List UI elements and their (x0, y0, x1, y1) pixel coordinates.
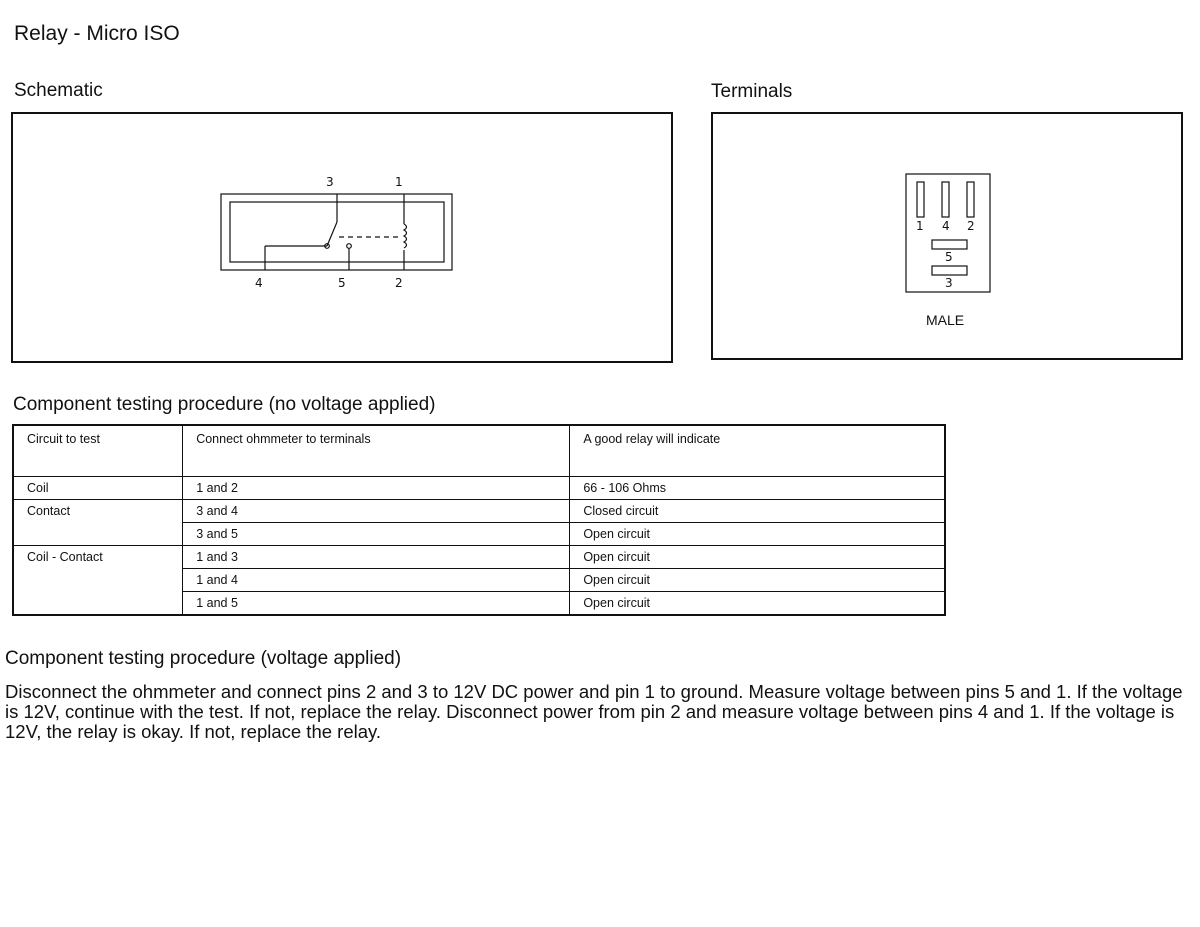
terminal-gender-caption: MALE (926, 312, 965, 328)
table-cell: 1 and 2 (183, 477, 570, 500)
schematic-pin-1-label: 1 (395, 175, 403, 189)
schematic-pin-2-label: 2 (395, 276, 403, 290)
table-cell: 1 and 3 (183, 546, 570, 569)
table-header-row (13, 425, 945, 477)
table-cell: Open circuit (570, 523, 945, 546)
connector-outline (906, 174, 990, 292)
table-cell: 1 and 4 (183, 569, 570, 592)
table-row (13, 477, 945, 500)
terminal-pin-2-label: 2 (967, 219, 975, 233)
terminal-blade-1 (917, 182, 924, 217)
schematic-pin-3-label: 3 (326, 175, 334, 189)
table-cell: Closed circuit (570, 500, 945, 523)
table-cell: Coil (13, 477, 183, 500)
schematic-heading: Schematic (14, 80, 103, 101)
no-voltage-test-table (12, 424, 946, 616)
table-cell: 3 and 5 (183, 523, 570, 546)
table-cell (13, 592, 183, 616)
column-header: A good relay will indicate (570, 425, 945, 477)
column-header: Circuit to test (13, 425, 183, 477)
terminal-blade-4 (942, 182, 949, 217)
table-row (13, 546, 945, 569)
terminal-blade-2 (967, 182, 974, 217)
table-cell: Open circuit (570, 546, 945, 569)
voltage-test-instructions: Disconnect the ohmmeter and connect pins 2 and 3 to 12V DC power and pin 1 to ground. Measure voltage between pins 5 and 1. If the voltage is 12V, continue with the test. If not, replace the relay. Disconnect power from pin 2 and measure voltage between pins 4 and 1. If the voltage is 12V, the relay is okay. If not, replace the relay. (5, 681, 1183, 742)
page-title: Relay - Micro ISO (14, 22, 180, 45)
terminal-pin-1-label: 1 (916, 219, 924, 233)
terminal-blade-3 (932, 266, 967, 275)
table-row (13, 500, 945, 523)
terminals-heading: Terminals (711, 81, 793, 102)
table-cell: Contact (13, 500, 183, 523)
table-cell (13, 523, 183, 546)
table-cell: Open circuit (570, 569, 945, 592)
table-cell: 1 and 5 (183, 592, 570, 616)
schematic-panel (11, 112, 673, 363)
table-cell: Open circuit (570, 592, 945, 616)
column-header: Connect ohmmeter to terminals (183, 425, 570, 477)
schematic-pin-4-label: 4 (255, 276, 263, 290)
terminal-pin-5-label: 5 (945, 250, 953, 264)
voltage-test-heading: Component testing procedure (voltage applied) (5, 648, 402, 669)
contact-5-point (347, 244, 352, 249)
no-voltage-test-heading: Component testing procedure (no voltage applied) (13, 394, 436, 415)
terminal-blade-5 (932, 240, 967, 249)
table-cell: 3 and 4 (183, 500, 570, 523)
table-row (13, 569, 945, 592)
schematic-pin-5-label: 5 (338, 276, 346, 290)
table-row (13, 592, 945, 616)
terminal-pin-3-label: 3 (945, 276, 953, 290)
terminal-pin-4-label: 4 (942, 219, 950, 233)
relay-schematic-diagram (13, 114, 671, 361)
table-cell: Coil - Contact (13, 546, 183, 569)
table-cell (13, 569, 183, 592)
table-cell: 66 - 106 Ohms (570, 477, 945, 500)
table-row (13, 523, 945, 546)
terminals-panel (711, 112, 1183, 360)
